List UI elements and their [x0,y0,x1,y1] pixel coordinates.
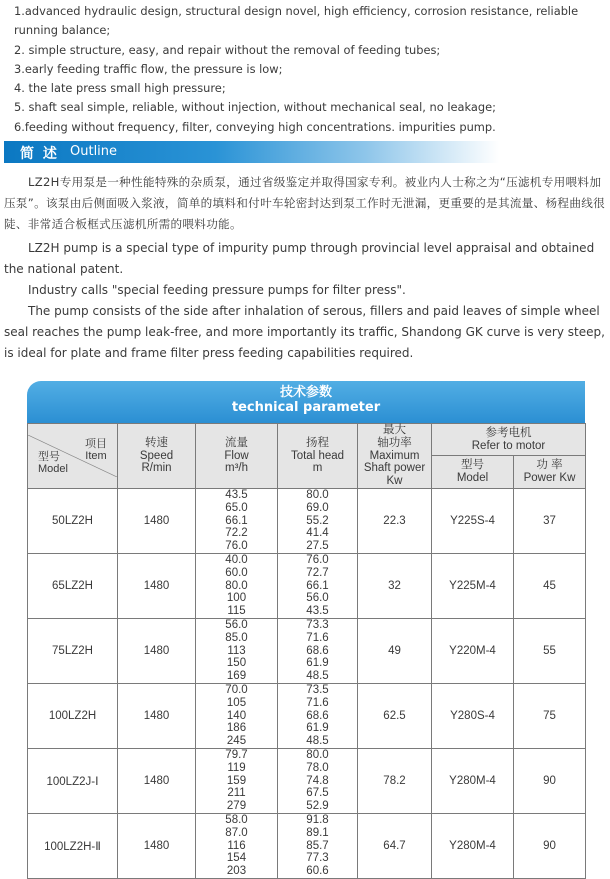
flow-cell-value: 279 [226,800,247,813]
head-cell-value: 76.0 [306,553,329,566]
flow-cell-value: 87.0 [225,826,248,839]
motor-power-cell: 90 [514,813,586,878]
technical-parameter-table [27,381,585,879]
header-speed: 转速 Speed R/min [118,424,196,489]
head-cell-value: 27.5 [306,540,329,553]
flow-cell-value: 150 [226,657,247,670]
header-item-model: 项目 Item 型号 Model [28,424,118,489]
intro-en-3: The pump consists of the side after inhalation of serous, fillers and paid leaves of simple wheel seal reaches the pump leak-free, and more importantly its traffic, Shandong GK curve is very steep, is ideal for plate and frame filter press feeding capabilities required. [4,304,605,360]
head-cell-value: 68.6 [306,709,329,722]
table-row [28,683,586,748]
header-head: 扬程 Total head m [278,424,358,489]
speed-cell: 1480 [118,813,196,878]
head-cell-value: 89.1 [306,826,329,839]
flow-cell [196,813,278,878]
head-cell-value: 55.2 [306,514,329,527]
flow-cell-value: 70.0 [225,683,248,696]
flow-cell-value: 113 [227,644,246,657]
table-row [28,618,586,683]
intro-en-2: Industry calls "special feeding pressure pumps for filter press". [28,283,406,297]
model-cell: 100LZ2H-Ⅱ [28,813,118,878]
table-row [28,488,586,553]
feature-item: 6.feeding without frequency, filter, conveying high concentrations. impurities pump. [14,119,496,134]
flow-cell-value: 115 [227,605,246,618]
head-cell-value: 48.5 [306,735,329,748]
motor-model-cell: Y280M-4 [432,748,514,813]
table-row [28,748,586,813]
flow-cell-value: 43.5 [225,488,248,501]
feature-item: 1.advanced hydraulic design, structural design novel, high efficiency, corrosion resistance, reliable running balance; [14,4,579,38]
table-title-cn: 技术参数 [279,385,332,400]
motor-power-cell: 55 [514,618,586,683]
flow-cell-value: 154 [226,852,247,865]
head-cell-value: 80.0 [306,748,329,761]
flow-cell-value: 211 [227,787,246,800]
flow-cell-value: 40.0 [225,553,248,566]
table-row [28,813,586,878]
table-title-en: technical parameter [231,400,381,415]
motor-power-cell: 90 [514,748,586,813]
head-cell-value: 72.7 [306,566,329,579]
head-cell-value: 71.6 [306,696,329,709]
model-cell: 100LZ2H [28,683,118,748]
head-cell-value: 60.6 [306,865,329,878]
head-cell [278,553,358,618]
model-cell: 50LZ2H [28,488,118,553]
shaft-power-cell: 49 [358,618,432,683]
head-cell-value: 71.6 [306,631,329,644]
table-title [27,381,585,423]
head-cell [278,488,358,553]
flow-cell [196,683,278,748]
header-motor-model: 型号 Model [432,456,514,489]
head-cell [278,618,358,683]
head-cell-value: 66.1 [306,579,329,592]
motor-model-cell: Y225M-4 [432,553,514,618]
head-cell-value: 56.0 [306,592,329,605]
flow-cell-value: 60.0 [225,566,248,579]
feature-item: 2. simple structure, easy, and repair without the removal of feeding tubes; [14,42,441,57]
head-cell-value: 78.0 [306,761,329,774]
flow-cell-value: 116 [227,839,246,852]
flow-cell [196,618,278,683]
head-cell-value: 85.7 [306,839,329,852]
shaft-power-cell: 32 [358,553,432,618]
shaft-power-cell: 62.5 [358,683,432,748]
flow-cell-value: 58.0 [225,813,248,826]
head-cell-value: 68.6 [306,644,329,657]
motor-power-cell: 37 [514,488,586,553]
motor-model-cell: Y225S-4 [432,488,514,553]
section-title-cn: 简 述 [20,146,59,162]
shaft-power-cell: 22.3 [358,488,432,553]
flow-cell-value: 245 [226,735,247,748]
intro-cn: LZ2H专用泵是一种性能特殊的杂质泵，通过省级鉴定并取得国家专利。被业内人士称之为“压滤机专用喂料加压泵”。该泵由后侧面吸入浆液，简单的填料和付叶车轮密封达到泵工作时无泄漏，更重要的是其流量、杨程曲线很陡、非常适合板框式压滤机所需的喂料功能。 [4,175,605,231]
spec-table [27,423,586,879]
head-cell-value: 73.3 [306,618,329,631]
feature-list [0,2,606,137]
head-cell-value: 52.9 [306,800,329,813]
flow-cell [196,553,278,618]
table-row [28,553,586,618]
head-cell-value: 74.8 [306,774,329,787]
intro-text [4,172,606,364]
shaft-power-cell: 64.7 [358,813,432,878]
head-cell-value: 67.5 [306,787,329,800]
head-cell-value: 41.4 [306,527,329,540]
feature-item: 4. the late press small high pressure; [14,81,226,96]
flow-cell-value: 76.0 [225,540,248,553]
flow-cell-value: 56.0 [225,618,248,631]
head-cell-value: 43.5 [306,605,329,618]
flow-cell-value: 203 [226,865,247,878]
model-cell: 100LZ2J-Ⅰ [28,748,118,813]
head-cell-value: 91.8 [306,813,329,826]
head-cell-value: 73.5 [306,683,329,696]
head-cell-value: 69.0 [306,501,329,514]
motor-model-cell: Y280M-4 [432,813,514,878]
motor-power-cell: 45 [514,553,586,618]
speed-cell: 1480 [118,618,196,683]
head-cell-value: 48.5 [306,670,329,683]
model-cell: 65LZ2H [28,553,118,618]
head-cell-value: 61.9 [306,722,329,735]
flow-cell [196,488,278,553]
motor-power-cell: 75 [514,683,586,748]
speed-cell: 1480 [118,683,196,748]
flow-cell-value: 80.0 [225,579,248,592]
speed-cell: 1480 [118,553,196,618]
intro-en-1: LZ2H pump is a special type of impurity pump through provincial level appraisal and obtained the national patent. [4,241,595,276]
flow-cell-value: 105 [226,696,247,709]
flow-cell-value: 72.2 [225,527,248,540]
header-motor-power: 功 率 Power Kw [514,456,586,489]
motor-model-cell: Y280S-4 [432,683,514,748]
flow-cell-value: 100 [226,592,247,605]
flow-cell [196,748,278,813]
shaft-power-cell: 78.2 [358,748,432,813]
flow-cell-value: 186 [226,722,247,735]
section-title-en: Outline [70,144,118,159]
head-cell [278,683,358,748]
motor-model-cell: Y220M-4 [432,618,514,683]
header-shaft-power: 最大 轴功率 Maximum Shaft power Kw [358,424,432,489]
flow-cell-value: 159 [226,774,247,787]
speed-cell: 1480 [118,748,196,813]
header-motor: 参考电机 Refer to motor [432,424,586,456]
head-cell [278,813,358,878]
feature-item: 5. shaft seal simple, reliable, without injection, without mechanical seal, no leakage; [14,100,496,115]
flow-cell-value: 66.1 [225,514,248,527]
head-cell [278,748,358,813]
flow-cell-value: 79.7 [225,748,248,761]
head-cell-value: 61.9 [306,657,329,670]
speed-cell: 1480 [118,488,196,553]
header-flow: 流量 Flow m³/h [196,424,278,489]
head-cell-value: 80.0 [306,488,329,501]
flow-cell-value: 140 [226,709,247,722]
flow-cell-value: 169 [226,670,247,683]
feature-item: 3.early feeding traffic flow, the pressure is low; [14,61,283,76]
flow-cell-value: 65.0 [225,501,248,514]
flow-cell-value: 119 [227,761,246,774]
model-cell: 75LZ2H [28,618,118,683]
outline-banner [4,141,608,163]
flow-cell-value: 85.0 [225,631,248,644]
head-cell-value: 77.3 [306,852,329,865]
